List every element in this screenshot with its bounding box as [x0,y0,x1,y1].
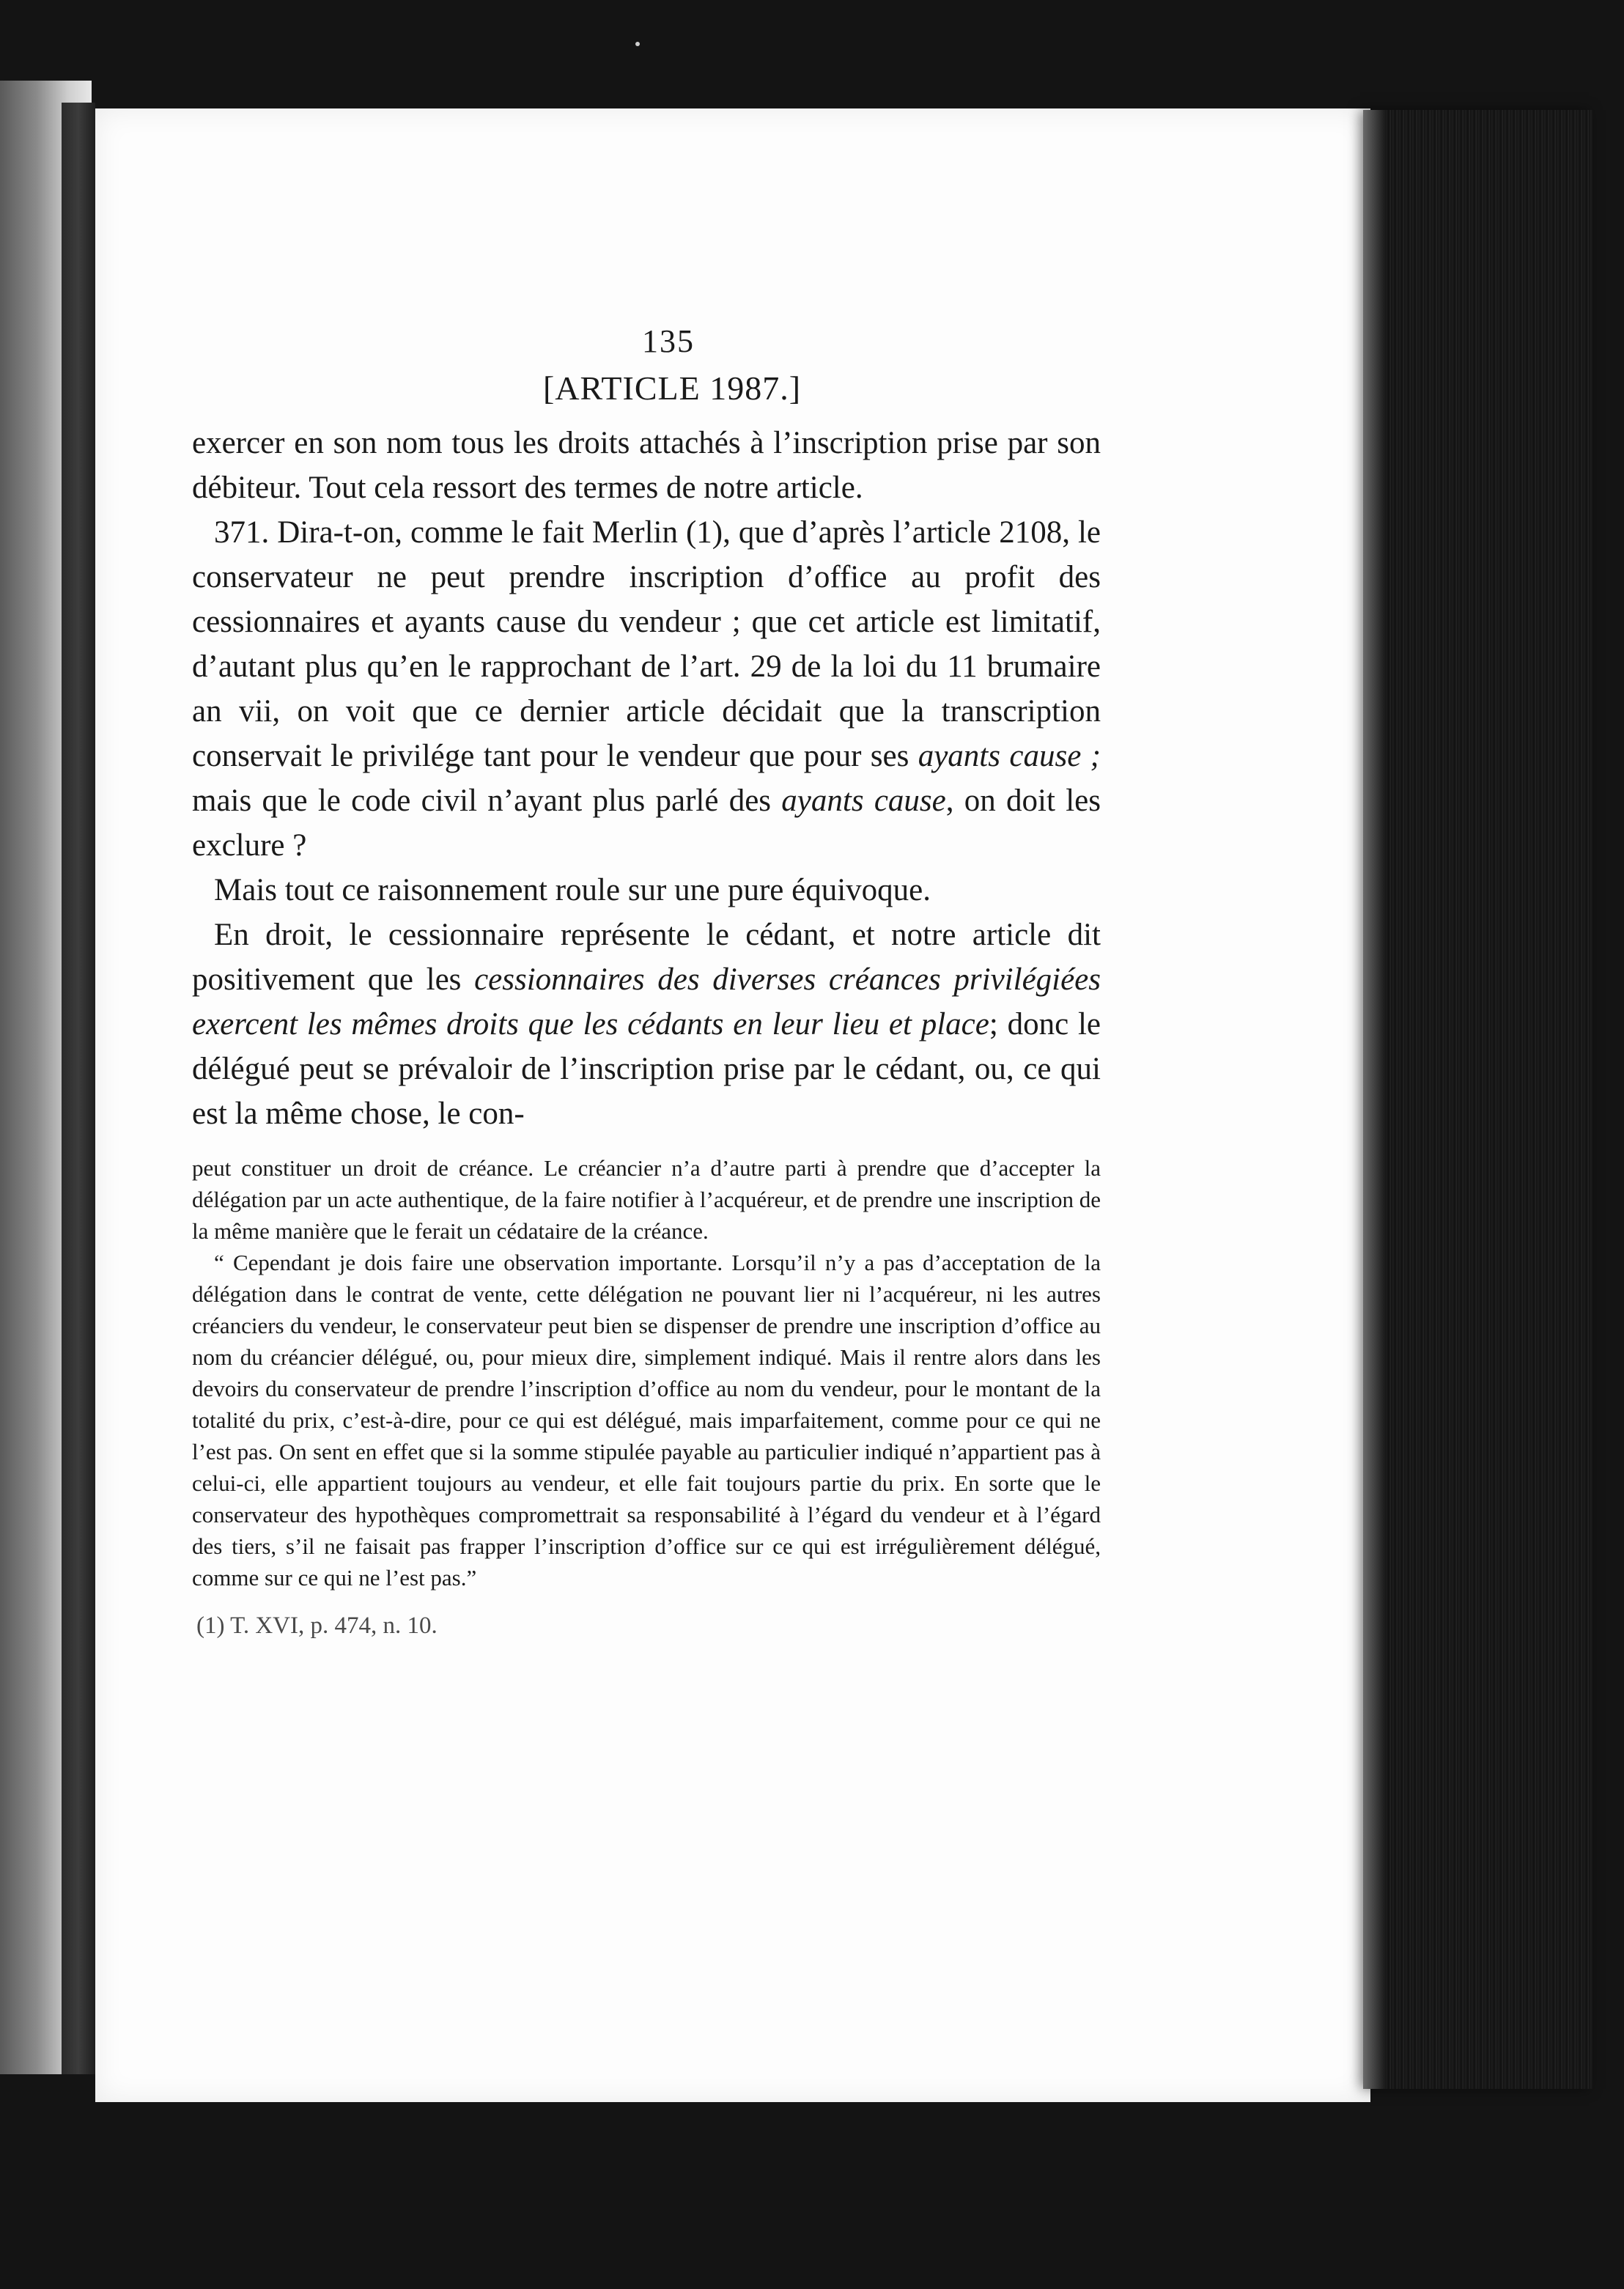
paragraph-text: Mais tout ce raisonnement roule sur une pure équivoque. [214,873,931,907]
note-paragraph: “ Cependant je dois faire une observation importante. Lorsqu’il n’y a pas d’acceptation de la délégation dans le contrat de vente, cette délégation ne pouvant lier ni l’acquéreur, ni les autres créanciers du vendeur, le conservateur peut bien se dispenser de prendre une inscription d’office au nom du créancier délégué, ou, pour mieux dire, simplement indiqué. Mais il rentre alors dans les devoirs du conservateur de prendre l’inscription d’office au nom du vendeur, pour le montant de la totalité du prix, c’est-à-dire, pour ce qui est délégué, mais imparfaitement, comme pour ce qui ne l’est pas. On sent en effet que si la somme stipulée payable au particulier indiqué n’appartient pas à celui-ci, elle appartient toujours au vendeur, et elle fait toujours partie du prix. En sorte que le conservateur des hypothèques compromettrait sa responsabilité à l’égard du vendeur et à l’égard des tiers, s’il ne faisait pas frapper l’inscription d’office sur ce qui est irrégulièrement délégué, comme sur ce qui ne l’est pas.” [192,1250,1101,1590]
running-head: [ARTICLE 1987.] [542,369,802,407]
note-text [192,1152,1101,1593]
italic-text: ayants cause [781,784,946,818]
paragraph-text: En droit, le cessionnaire représente le cédant, et notre article dit positivement que les [192,918,1101,997]
paragraph-text: exercer en son nom tous les droits attachés à l’inscription prise par son débiteur. Tout cela ressort des termes de notre article. [192,426,1101,505]
main-paragraph [192,913,1101,1136]
page-text-block [192,322,1101,1640]
book-spine [62,103,95,2074]
italic-text: ayants cause ; [918,739,1101,773]
note-paragraph: peut constituer un droit de créance. Le créancier n’a d’autre parti à prendre que d’accepter la délégation par un acte authentique, de la faire notifier à l’acquéreur, et de prendre une inscription de la même manière que le ferait un cédataire de la créance. [192,1155,1101,1244]
paragraph-text: mais que le code civil n’ayant plus parlé des [192,784,782,818]
main-text [192,421,1101,1136]
main-paragraph [192,868,1101,913]
paragraph-text: ; donc le délégué peut se prévaloir de l’inscription prise par le cédant, ou, ce qui est la même chose, le con- [192,1007,1101,1131]
footnote: (1) T. XVI, p. 474, n. 10. [196,1612,438,1639]
main-paragraph [192,510,1101,868]
page-stack-shade [1363,110,1385,2089]
italic-text: cessionnaires des diverses créances privilégiées exercent les mêmes droits que les cédants en leur lieu et place [192,962,1101,1042]
page-stack-edge [1365,110,1593,2089]
main-paragraph [192,421,1101,510]
page-number: 135 [642,323,695,359]
paragraph-text: , on doit les exclure ? [192,784,1101,863]
paragraph-text: 371. Dira-t-on, comme le fait Merlin (1), que d’après l’article 2108, le conservateur ne peut prendre inscription d’office au profit des cessionnaires et ayants cause du vendeur ; que cet article est limitatif, d’autant plus qu’en le rapprochant de l’art. 29 de la loi du 11 brumaire an vii, on voit que ce dernier article décidait que la transcription conservait le privilége tant pour le vendeur que pour ses [192,515,1101,773]
